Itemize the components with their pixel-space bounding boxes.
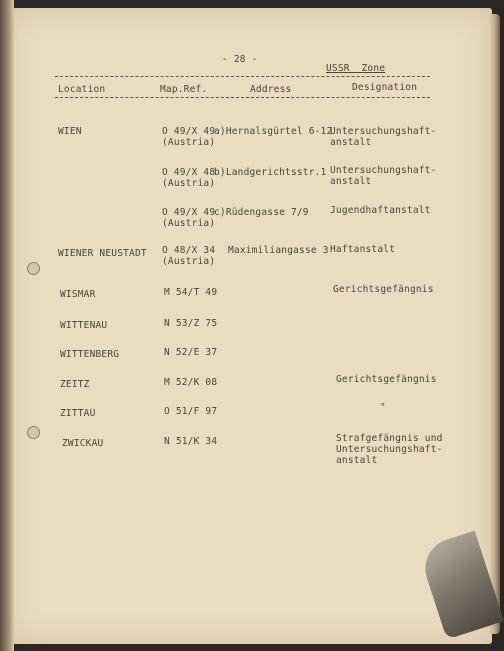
row-location: WITTENAU <box>60 320 108 331</box>
zone-header: USSR Zone <box>326 63 386 74</box>
row-map-ref: O 49/X 49 (Austria) <box>162 126 216 148</box>
row-map-ref: O 49/X 48 (Austria) <box>162 167 216 189</box>
row-map-ref: O 48/X 34 (Austria) <box>162 245 216 267</box>
row-designation: Gerichtsgefängnis <box>336 374 437 385</box>
header-rule-bottom <box>55 97 430 98</box>
row-map-ref: N 53/Z 75 <box>164 318 218 329</box>
binding-shadow <box>0 0 14 651</box>
row-designation: Strafgefängnis und Untersuchungshaft- anstalt <box>336 433 443 466</box>
row-location: WIEN <box>58 126 82 137</box>
row-map-ref: M 52/K 08 <box>164 377 218 388</box>
row-designation: " <box>380 402 386 413</box>
row-address: a)Hernalsgürtel 6-12 <box>214 126 333 137</box>
row-designation: Untersuchungshaft- anstalt <box>330 126 437 148</box>
row-location: WISMAR <box>60 289 96 300</box>
punch-hole <box>27 426 40 439</box>
page-number: - 28 - <box>222 54 258 65</box>
row-map-ref: N 52/E 37 <box>164 347 218 358</box>
column-header-map-ref: Map.Ref. <box>160 84 208 95</box>
row-address: c)Rüdengasse 7/9 <box>214 207 309 218</box>
punch-hole <box>27 262 40 275</box>
row-designation: Jugendhaftanstalt <box>330 205 431 216</box>
row-map-ref: M 54/T 49 <box>164 287 218 298</box>
row-map-ref: O 51/F 97 <box>164 406 218 417</box>
column-header-designation: Designation <box>352 82 418 93</box>
row-map-ref: N 51/K 34 <box>164 436 218 447</box>
row-designation: Gerichtsgefängnis <box>333 284 434 295</box>
row-location: ZITTAU <box>60 408 96 419</box>
column-header-address: Address <box>250 84 292 95</box>
header-rule-top <box>55 76 430 77</box>
row-designation: Haftanstalt <box>330 244 396 255</box>
row-location: ZEITZ <box>60 379 90 390</box>
row-location: ZWICKAU <box>62 438 104 449</box>
row-designation: Untersuchungshaft- anstalt <box>330 165 437 187</box>
row-address: b)Landgerichtsstr.1 <box>214 167 327 178</box>
row-location: WITTENBERG <box>60 349 120 360</box>
row-location: WIENER NEUSTADT <box>58 248 147 259</box>
column-header-location: Location <box>58 84 106 95</box>
page-edge <box>490 14 500 634</box>
row-address: Maximiliangasse 3 <box>228 245 329 256</box>
row-map-ref: O 49/X 49 (Austria) <box>162 207 216 229</box>
